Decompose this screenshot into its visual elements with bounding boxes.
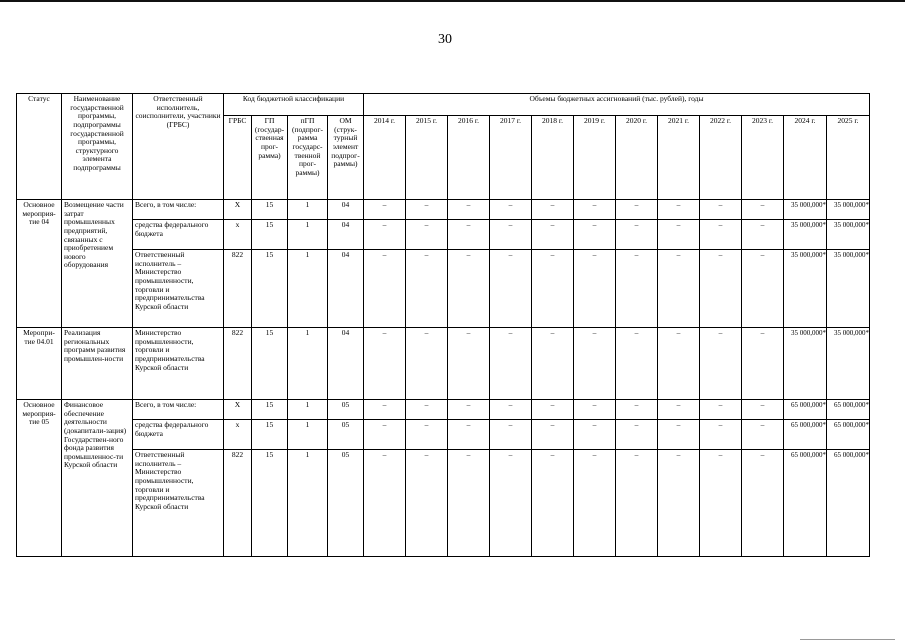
name-cell: Финансовое обеспечение деятельности (докапитали-зация) Государствен-ного фонда развития промышленнос-ти Курской области — [62, 400, 133, 557]
header-year: 2021 г. — [658, 116, 700, 200]
value-cell: – — [574, 250, 616, 328]
value-cell: – — [448, 400, 490, 420]
grbs-cell: Х — [224, 200, 252, 220]
header-year: 2020 г. — [616, 116, 658, 200]
value-cell: 65 000,000* — [827, 400, 870, 420]
value-cell: – — [700, 400, 742, 420]
value-cell: 35 000,000* — [784, 250, 827, 328]
value-cell: – — [616, 420, 658, 450]
om-cell: 04 — [328, 200, 364, 220]
header-year: 2016 г. — [448, 116, 490, 200]
value-cell: – — [574, 200, 616, 220]
table-row — [17, 420, 870, 450]
header-year: 2017 г. — [490, 116, 532, 200]
value-cell: – — [658, 220, 700, 250]
value-cell: – — [364, 400, 406, 420]
value-cell: – — [700, 220, 742, 250]
value-cell: – — [658, 400, 700, 420]
value-cell: – — [658, 328, 700, 400]
value-cell: – — [742, 400, 784, 420]
value-cell: – — [574, 450, 616, 557]
value-cell: – — [406, 250, 448, 328]
value-cell: – — [448, 250, 490, 328]
om-cell: 04 — [328, 250, 364, 328]
value-cell: – — [616, 220, 658, 250]
pgp-cell: 1 — [288, 250, 328, 328]
header-status: Статус — [17, 94, 62, 200]
value-cell: – — [364, 200, 406, 220]
grbs-cell: 822 — [224, 450, 252, 557]
value-cell: – — [364, 328, 406, 400]
page-number: 30 — [438, 32, 452, 47]
pgp-cell: 1 — [288, 400, 328, 420]
gp-cell: 15 — [252, 328, 288, 400]
value-cell: – — [742, 420, 784, 450]
gp-cell: 15 — [252, 200, 288, 220]
header-bk-group: Код бюджетной классификации — [224, 94, 364, 116]
name-cell: Реализация региональных программ развития промышлен-ности — [62, 328, 133, 400]
value-cell: – — [700, 250, 742, 328]
gp-cell: 15 — [252, 450, 288, 557]
value-cell: – — [658, 200, 700, 220]
value-cell: – — [532, 250, 574, 328]
value-cell: – — [490, 200, 532, 220]
value-cell: – — [742, 450, 784, 557]
value-cell: – — [700, 450, 742, 557]
value-cell: – — [490, 400, 532, 420]
pgp-cell: 1 — [288, 200, 328, 220]
header-year: 2018 г. — [532, 116, 574, 200]
header-pgp: пГП (подпрог-рамма государс-твенной прог-раммы) — [288, 116, 328, 200]
grbs-cell: х — [224, 220, 252, 250]
value-cell: – — [742, 250, 784, 328]
value-cell: – — [532, 450, 574, 557]
value-cell: – — [448, 200, 490, 220]
responsible-cell: Ответственный исполнитель – Министерство промышленности, торговли и предпринимательства Курской области — [133, 450, 224, 557]
om-cell: 05 — [328, 450, 364, 557]
value-cell: 35 000,000* — [784, 328, 827, 400]
responsible-cell: средства федерального бюджета — [133, 420, 224, 450]
name-cell: Возмещение части затрат промышленных предприятий, связанных с приобретением нового оборудования — [62, 200, 133, 328]
value-cell: 65 000,000* — [784, 400, 827, 420]
header-year: 2019 г. — [574, 116, 616, 200]
gp-cell: 15 — [252, 220, 288, 250]
grbs-cell: х — [224, 420, 252, 450]
value-cell: – — [490, 450, 532, 557]
status-cell: Меропри-тие 04.01 — [17, 328, 62, 400]
value-cell: – — [532, 420, 574, 450]
value-cell: – — [406, 328, 448, 400]
table-row — [17, 200, 870, 220]
value-cell: – — [742, 220, 784, 250]
grbs-cell: 822 — [224, 250, 252, 328]
value-cell: 65 000,000* — [827, 420, 870, 450]
value-cell: – — [532, 200, 574, 220]
value-cell: – — [448, 328, 490, 400]
value-cell: 35 000,000* — [827, 250, 870, 328]
value-cell: – — [616, 200, 658, 220]
om-cell: 04 — [328, 328, 364, 400]
value-cell: 35 000,000* — [784, 200, 827, 220]
value-cell: – — [490, 250, 532, 328]
value-cell: – — [532, 400, 574, 420]
value-cell: – — [448, 220, 490, 250]
page-top-border — [0, 0, 905, 2]
value-cell: – — [658, 250, 700, 328]
value-cell: 35 000,000* — [827, 200, 870, 220]
value-cell: – — [448, 420, 490, 450]
value-cell: – — [616, 450, 658, 557]
value-cell: 35 000,000* — [827, 220, 870, 250]
value-cell: – — [490, 420, 532, 450]
value-cell: – — [406, 450, 448, 557]
om-cell: 05 — [328, 400, 364, 420]
value-cell: – — [406, 220, 448, 250]
value-cell: – — [616, 250, 658, 328]
table-row — [17, 220, 870, 250]
value-cell: – — [574, 400, 616, 420]
responsible-cell: средства федерального бюджета — [133, 220, 224, 250]
header-year: 2015 г. — [406, 116, 448, 200]
header-volume-group: Объемы бюджетных ассигнований (тыс. рублей), годы — [364, 94, 870, 116]
gp-cell: 15 — [252, 420, 288, 450]
value-cell: – — [532, 220, 574, 250]
gp-cell: 15 — [252, 400, 288, 420]
value-cell: – — [574, 220, 616, 250]
value-cell: 65 000,000* — [784, 420, 827, 450]
value-cell: – — [742, 200, 784, 220]
value-cell: – — [658, 420, 700, 450]
table-row — [17, 328, 870, 400]
value-cell: – — [616, 400, 658, 420]
value-cell: 65 000,000* — [827, 450, 870, 557]
value-cell: – — [490, 220, 532, 250]
gp-cell: 15 — [252, 250, 288, 328]
value-cell: – — [574, 420, 616, 450]
value-cell: – — [532, 328, 574, 400]
responsible-cell: Всего, в том числе: — [133, 200, 224, 220]
budget-table — [16, 93, 870, 557]
value-cell: – — [574, 328, 616, 400]
value-cell: – — [406, 400, 448, 420]
header-year: 2023 г. — [742, 116, 784, 200]
header-year: 2022 г. — [700, 116, 742, 200]
status-cell: Основное мероприя-тие 05 — [17, 400, 62, 557]
value-cell: – — [406, 420, 448, 450]
responsible-cell: Министерство промышленности, торговли и предпринимательства Курской области — [133, 328, 224, 400]
value-cell: – — [364, 250, 406, 328]
header-year: 2014 г. — [364, 116, 406, 200]
table-row — [17, 250, 870, 328]
value-cell: – — [742, 328, 784, 400]
value-cell: 35 000,000* — [784, 220, 827, 250]
pgp-cell: 1 — [288, 450, 328, 557]
value-cell: 65 000,000* — [784, 450, 827, 557]
table-row — [17, 450, 870, 557]
status-cell: Основное мероприя-тие 04 — [17, 200, 62, 328]
value-cell: – — [448, 450, 490, 557]
value-cell: – — [658, 450, 700, 557]
header-name: Наименование государственной программы, подпрограммы государственной программы, структурного элемента подпрограммы — [62, 94, 133, 200]
value-cell: – — [406, 200, 448, 220]
value-cell: – — [364, 420, 406, 450]
value-cell: – — [616, 328, 658, 400]
header-year: 2025 г. — [827, 116, 870, 200]
header-grbs: ГРБС — [224, 116, 252, 200]
pgp-cell: 1 — [288, 420, 328, 450]
header-year: 2024 г. — [784, 116, 827, 200]
pgp-cell: 1 — [288, 220, 328, 250]
value-cell: – — [490, 328, 532, 400]
grbs-cell: Х — [224, 400, 252, 420]
om-cell: 05 — [328, 420, 364, 450]
responsible-cell: Всего, в том числе: — [133, 400, 224, 420]
om-cell: 04 — [328, 220, 364, 250]
header-gp: ГП (государ-ственная прог-рамма) — [252, 116, 288, 200]
table-row — [17, 400, 870, 420]
header-responsible: Ответственный исполнитель, соисполнители, участники (ГРБС) — [133, 94, 224, 200]
value-cell: – — [700, 200, 742, 220]
grbs-cell: 822 — [224, 328, 252, 400]
header-om: ОМ (струк-турный элемент подпрог-раммы) — [328, 116, 364, 200]
value-cell: – — [364, 450, 406, 557]
responsible-cell: Ответственный исполнитель – Министерство промышленности, торговли и предпринимательства Курской области — [133, 250, 224, 328]
pgp-cell: 1 — [288, 328, 328, 400]
value-cell: – — [700, 420, 742, 450]
value-cell: – — [364, 220, 406, 250]
value-cell: – — [700, 328, 742, 400]
value-cell: 35 000,000* — [827, 328, 870, 400]
